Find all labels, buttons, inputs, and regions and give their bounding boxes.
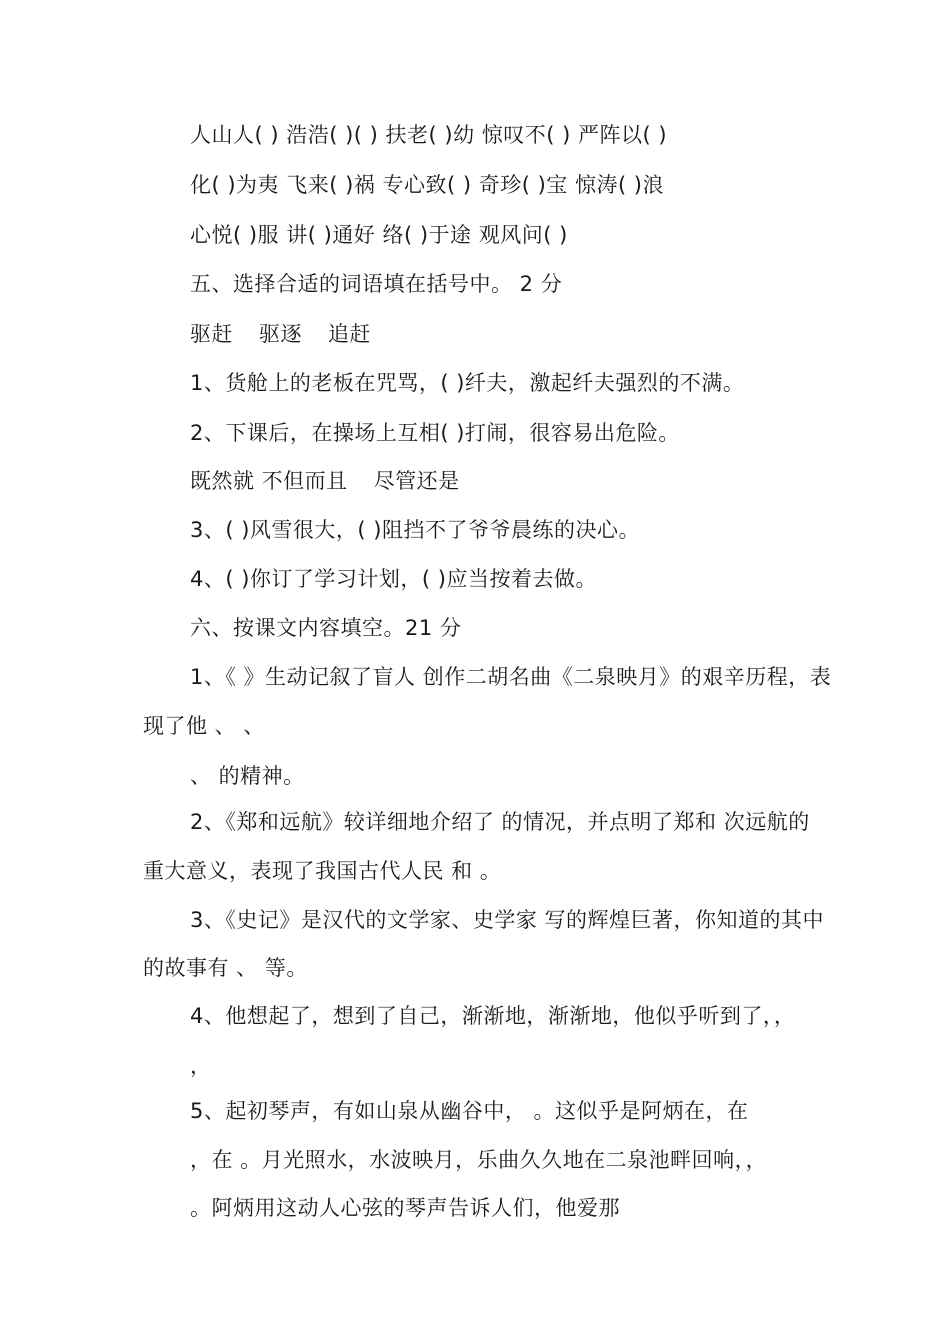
fill-item-1-end: 、 的精神。 bbox=[190, 764, 305, 788]
fill-item-5-cont: ，在 。月光照水，水波映月，乐曲久久地在二泉池畔回响，， bbox=[190, 1148, 768, 1172]
fill-item-2: 2、《郑和远航》较详细地介绍了 的情况，并点明了郑和 次远航的 bbox=[190, 810, 810, 834]
question-1: 1、货舱上的老板在咒骂，( )纤夫，激起纤夫强烈的不满。 bbox=[190, 371, 745, 395]
fill-item-5-end: 。阿炳用这动人心弦的琴声告诉人们，他爱那 bbox=[190, 1196, 620, 1220]
fill-item-5: 5、起初琴声，有如山泉从幽谷中， 。这似乎是阿炳在，在 bbox=[190, 1099, 749, 1123]
idiom-line-2: 化( )为夷 飞来( )祸 专心致( ) 奇珍( )宝 惊涛( )浪 bbox=[190, 173, 665, 197]
word-choice: 驱逐 bbox=[259, 322, 302, 346]
word-choice: 驱赶 bbox=[190, 322, 233, 346]
fill-item-3-cont: 的故事有 、 等。 bbox=[143, 956, 308, 980]
idiom-line-3: 心悦( )服 讲( )通好 络( )于途 观风问( ) bbox=[190, 223, 568, 247]
idiom-line-1: 人山人( ) 浩浩( )( ) 扶老( )幼 惊叹不( ) 严阵以( ) bbox=[190, 123, 668, 147]
fill-item-4: 4、他想起了，想到了自己，渐渐地，渐渐地，他似乎听到了，， bbox=[190, 1004, 796, 1028]
word-choice: 追赶 bbox=[328, 322, 371, 346]
fill-item-1: 1、《 》生动记叙了盲人 创作二胡名曲《二泉映月》的艰辛历程，表 bbox=[190, 665, 832, 689]
word-choices-group-2 bbox=[190, 467, 460, 495]
fill-item-2-cont: 重大意义，表现了我国古代人民 和 。 bbox=[143, 859, 502, 883]
word-choice: 既然就 不但而且 bbox=[190, 469, 348, 493]
question-3: 3、( )风雪很大，( )阻挡不了爷爷晨练的决心。 bbox=[190, 518, 640, 542]
fill-item-3: 3、《史记》是汉代的文学家、史学家 写的辉煌巨著，你知道的其中 bbox=[190, 908, 825, 932]
section-six-heading: 六、按课文内容填空。21 分 bbox=[190, 616, 462, 640]
word-choices-group-1 bbox=[190, 320, 371, 348]
section-five-heading: 五、选择合适的词语填在括号中。 2 分 bbox=[190, 272, 563, 296]
fill-item-4-cont: ， bbox=[190, 1054, 212, 1078]
fill-item-1-cont: 现了他 、 、 bbox=[143, 714, 265, 738]
word-choice: 尽管还是 bbox=[373, 469, 460, 493]
question-2: 2、下课后，在操场上互相( )打闹，很容易出危险。 bbox=[190, 421, 680, 445]
question-4: 4、( )你订了学习计划，( )应当按着去做。 bbox=[190, 567, 597, 591]
